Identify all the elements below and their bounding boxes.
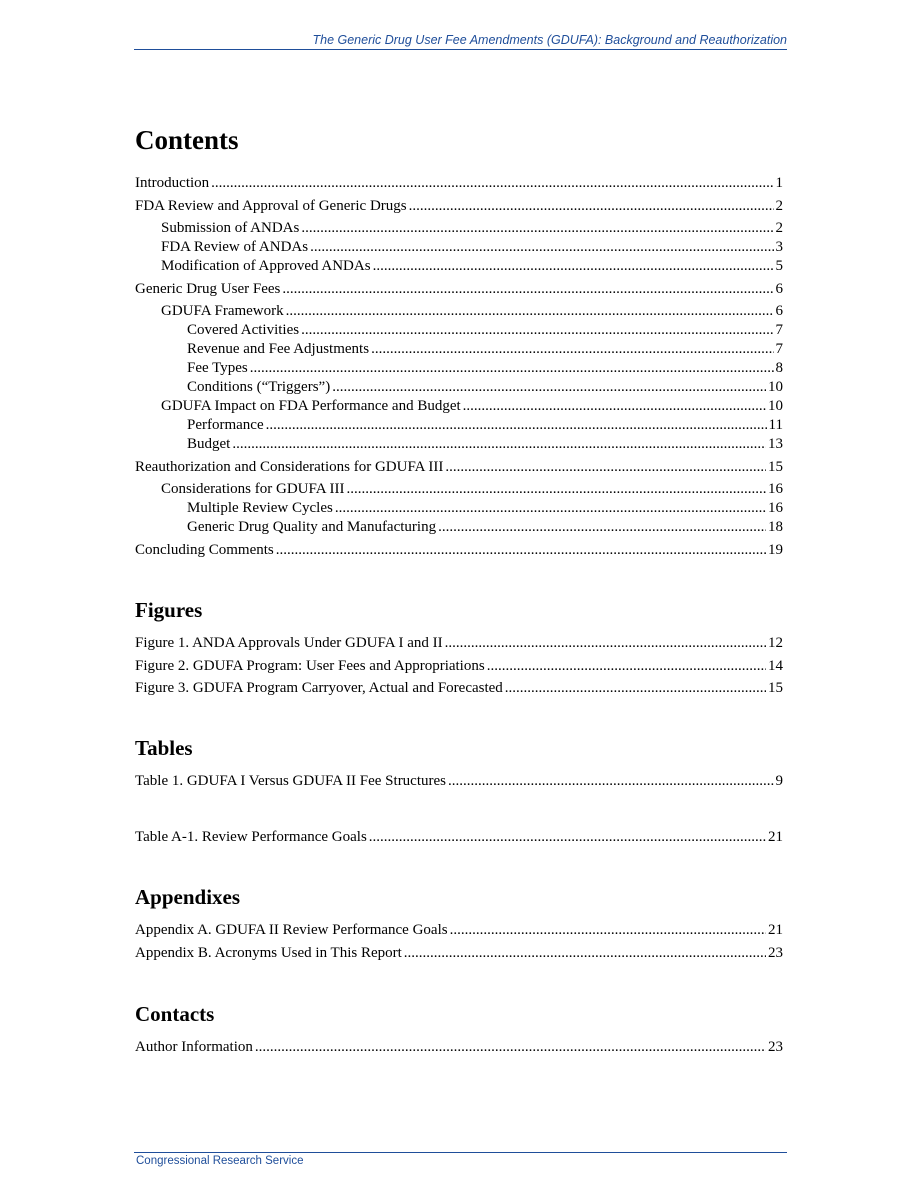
- figures-heading: Figures: [135, 598, 203, 622]
- toc-entry[interactable]: Performance ..... 11: [135, 416, 783, 434]
- footer-rule: [134, 1152, 787, 1153]
- contacts-heading: Contacts: [135, 1002, 215, 1026]
- toc-entry[interactable]: GDUFA Framework ..... 6: [135, 302, 783, 320]
- contents-heading: Contents: [135, 125, 239, 155]
- appendix-entry[interactable]: Appendix A. GDUFA II Review Performance Goals ..... 21: [135, 921, 783, 939]
- contact-entry[interactable]: Author Information ..... 23: [135, 1038, 783, 1056]
- toc-entry[interactable]: FDA Review of ANDAs ..... 3: [135, 238, 783, 256]
- toc-entry[interactable]: Revenue and Fee Adjustments ..... 7: [135, 340, 783, 358]
- toc-entry[interactable]: Submission of ANDAs ..... 2: [135, 219, 783, 237]
- toc-entry[interactable]: Fee Types ..... 8: [135, 359, 783, 377]
- running-header: The Generic Drug User Fee Amendments (GDUFA): Background and Reauthorization: [134, 33, 787, 50]
- toc-entry[interactable]: Reauthorization and Considerations for GDUFA III ..... 15: [135, 458, 783, 476]
- appendixes-heading: Appendixes: [135, 885, 241, 909]
- toc-entry[interactable]: Concluding Comments ..... 19: [135, 541, 783, 559]
- figure-entry[interactable]: Figure 3. GDUFA Program Carryover, Actual and Forecasted ..... 15: [135, 679, 783, 697]
- toc-entry[interactable]: Covered Activities ..... 7: [135, 321, 783, 339]
- toc-entry[interactable]: Budget ..... 13: [135, 435, 783, 453]
- running-footer: Congressional Research Service: [136, 1155, 304, 1167]
- toc-entry[interactable]: FDA Review and Approval of Generic Drugs ..... 2: [135, 197, 783, 215]
- toc-entry[interactable]: Conditions (“Triggers”) ..... 10: [135, 378, 783, 396]
- table-entry[interactable]: Table 1. GDUFA I Versus GDUFA II Fee Structures ..... 9: [135, 772, 783, 790]
- toc-entry[interactable]: Modification of Approved ANDAs ..... 5: [135, 257, 783, 275]
- appendix-entry[interactable]: Appendix B. Acronyms Used in This Report ..... 23: [135, 944, 783, 962]
- figure-entry[interactable]: Figure 2. GDUFA Program: User Fees and Appropriations ..... 14: [135, 657, 783, 675]
- tables-heading: Tables: [135, 736, 193, 760]
- toc-entry[interactable]: Generic Drug Quality and Manufacturing ..... 18: [135, 518, 783, 536]
- table-entry[interactable]: Table A-1. Review Performance Goals ..... 21: [135, 828, 783, 846]
- toc-entry[interactable]: Considerations for GDUFA III ..... 16: [135, 480, 783, 498]
- figure-entry[interactable]: Figure 1. ANDA Approvals Under GDUFA I and II ..... 12: [135, 634, 783, 652]
- toc-entry[interactable]: GDUFA Impact on FDA Performance and Budget ..... 10: [135, 397, 783, 415]
- toc-entry[interactable]: Generic Drug User Fees ..... 6: [135, 280, 783, 298]
- toc-entry[interactable]: Multiple Review Cycles ..... 16: [135, 499, 783, 517]
- toc-entry[interactable]: Introduction ..... 1: [135, 174, 783, 192]
